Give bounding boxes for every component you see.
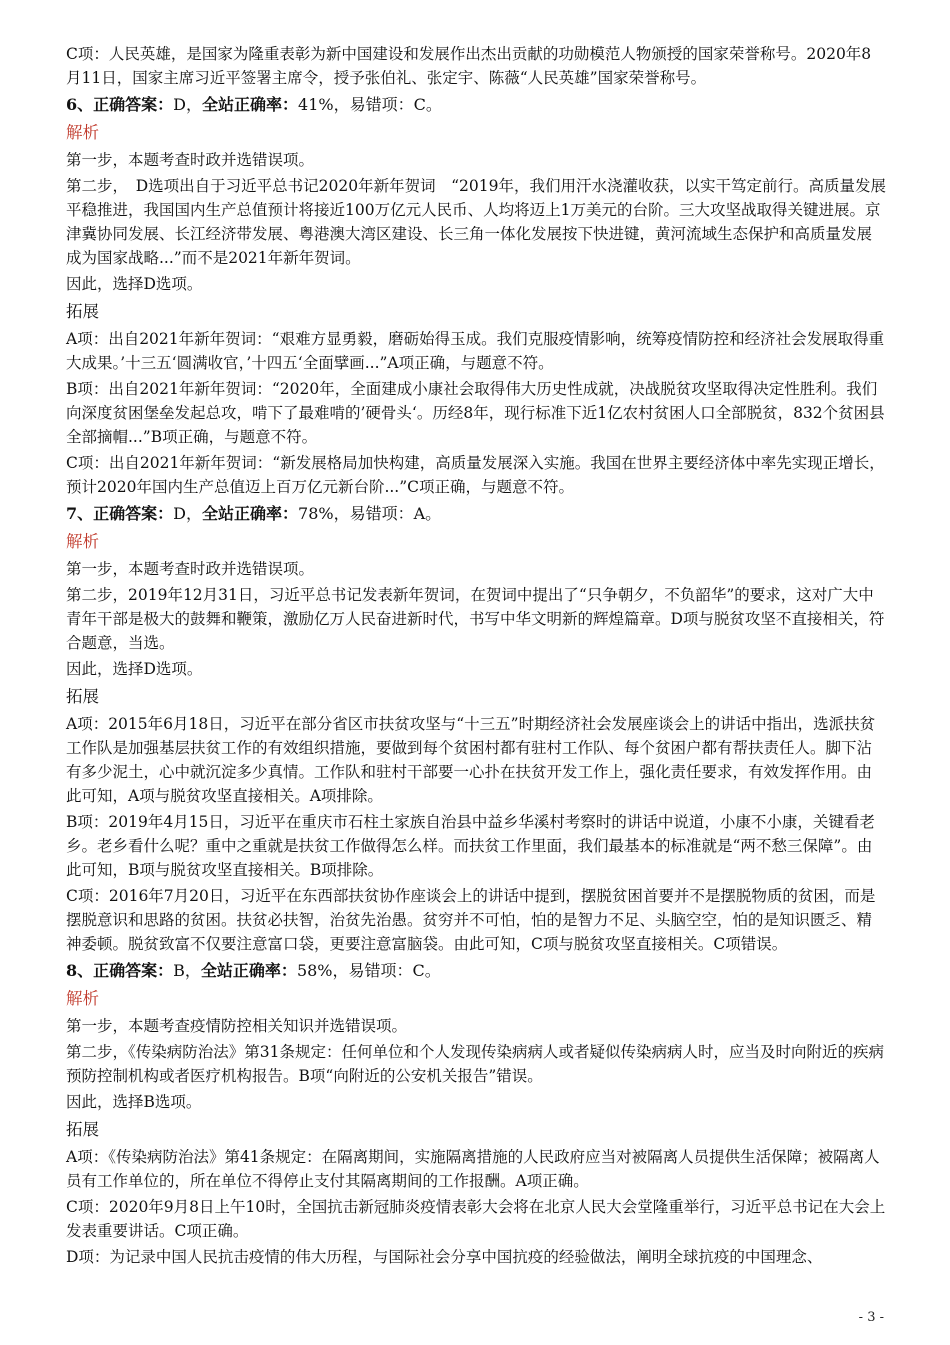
- analysis-heading: 解析: [66, 989, 99, 1008]
- extension-heading: 拓展: [66, 1120, 99, 1139]
- paragraph: D项：为记录中国人民抗击疫情的伟大历程，与国际社会分享中国抗疫的经验做法，阐明全球抗疫的中国理念、: [66, 1248, 823, 1266]
- question-number: 6、: [66, 95, 94, 114]
- paragraph: 第二步， D选项出自于习近平总书记2020年新年贺词 “2019年，我们用汗水浇灌收获，以实干笃定前行。高质量发展平稳推进，我国国内生产总值预计将接近100万亿元人民币、人均将迈上1万美元的台阶。三大攻坚战取得关键进展。京津冀协同发展、长江经济带发展、粤港澳大湾区建设、长三角一体化发展按下快进键，黄河流域生态保护和高质量发展成为国家战略...”而不是2021年新年贺词。: [66, 177, 886, 267]
- accuracy-label: 全站正确率：: [202, 504, 299, 523]
- paragraph: 因此，选择D选项。: [66, 660, 203, 678]
- paragraph: 第一步，本题考查时政并选错误项。: [66, 560, 315, 578]
- paragraph: A项：出自2021年新年贺词：“艰难方显勇毅，磨砺始得玉成。我们克服疫情影响，统筹疫情防控和经济社会发展取得重大成果。’十三五‘圆满收官，’十四五‘全面擘画...”A项正确，与题意不符。: [66, 330, 885, 372]
- document-body: [66, 40, 886, 1269]
- answer-line: [66, 93, 886, 117]
- paragraph: 因此，选择D选项。: [66, 275, 203, 293]
- paragraph: 第二步，《传染病防治法》第31条规定：任何单位和个人发现传染病病人或者疑似传染病病人时，应当及时向附近的疾病预防控制机构或者医疗机构报告。B项“向附近的公安机关报告”错误。: [66, 1043, 884, 1085]
- page-number: - 3 -: [858, 1310, 884, 1325]
- answer-label: 正确答案：: [93, 961, 174, 980]
- accuracy-label: 全站正确率：: [202, 95, 299, 114]
- answer-value: D，: [173, 95, 202, 114]
- analysis-heading: 解析: [66, 532, 99, 551]
- question-number: 8、: [66, 961, 94, 980]
- paragraph: C项：2020年9月8日上午10时，全国抗击新冠肺炎疫情表彰大会将在北京人民大会堂隆重举行，习近平总书记在大会上发表重要讲话。C项正确。: [66, 1198, 886, 1240]
- paragraph: 第二步，2019年12月31日，习近平总书记发表新年贺词，在贺词中提出了“只争朝夕，不负韶华”的要求，这对广大中青年干部是极大的鼓舞和鞭策，激励亿万人民奋进新时代，书写中华文明新的辉煌篇章。D项与脱贫攻坚不直接相关，符合题意，当选。: [66, 586, 885, 652]
- accuracy-value: 41%，易错项：C。: [298, 95, 442, 114]
- answer-value: B，: [173, 961, 201, 980]
- paragraph: 因此，选择B选项。: [66, 1093, 202, 1111]
- paragraph: B项：2019年4月15日，习近平在重庆市石柱土家族自治县中益乡华溪村考察时的讲话中说道，小康不小康，关键看老乡。老乡看什么呢？重中之重就是扶贫工作做得怎么样。而扶贫工作里面，我们最基本的标准就是“两不愁三保障”。由此可知，B项与脱贫攻坚直接相关。B项排除。: [66, 813, 875, 879]
- accuracy-value: 78%，易错项：A。: [298, 504, 442, 523]
- paragraph: C项：2016年7月20日，习近平在东西部扶贫协作座谈会上的讲话中提到，摆脱贫困首要并不是摆脱物质的贫困，而是摆脱意识和思路的贫困。扶贫必扶智，治贫先治愚。贫穷并不可怕，怕的是智力不足、头脑空空，怕的是知识匮乏、精神委顿。脱贫致富不仅要注意富口袋，更要注意富脑袋。由此可知，C项与脱贫攻坚直接相关。C项错误。: [66, 887, 876, 953]
- accuracy-label: 全站正确率：: [200, 961, 297, 980]
- paragraph: A项：2015年6月18日，习近平在部分省区市扶贫攻坚与“十三五”时期经济社会发展座谈会上的讲话中指出，选派扶贫工作队是加强基层扶贫工作的有效组织措施，要做到每个贫困村都有驻村工作队、每个贫困户都有帮扶责任人。脚下沾有多少泥土，心中就沉淀多少真情。工作队和驻村干部要一心扑在扶贫开发工作上，强化责任要求，有效发挥作用。由此可知，A项与脱贫攻坚直接相关。A项排除。: [66, 715, 876, 805]
- answer-line: [66, 959, 886, 983]
- paragraph: C项：人民英雄，是国家为隆重表彰为新中国建设和发展作出杰出贡献的功勋模范人物颁授的国家荣誉称号。2020年8月11日，国家主席习近平签署主席令，授予张伯礼、张定宇、陈薇“人民英雄”国家荣誉称号。: [66, 45, 872, 87]
- extension-heading: 拓展: [66, 302, 99, 321]
- paragraph: 第一步，本题考查疫情防控相关知识并选错误项。: [66, 1017, 408, 1035]
- answer-label: 正确答案：: [93, 95, 174, 114]
- paragraph: A项：《传染病防治法》第41条规定：在隔离期间，实施隔离措施的人民政府应当对被隔离人员提供生活保障；被隔离人员有工作单位的，所在单位不得停止支付其隔离期间的工作报酬。A项正确。: [66, 1148, 880, 1190]
- analysis-heading: 解析: [66, 123, 99, 142]
- question-number: 7、: [66, 504, 94, 523]
- answer-line: [66, 502, 886, 526]
- paragraph: 第一步，本题考查时政并选错误项。: [66, 151, 315, 169]
- paragraph: C项：出自2021年新年贺词：“新发展格局加快构建，高质量发展深入实施。我国在世界主要经济体中率先实现正增长，预计2020年国内生产总值迈上百万亿元新台阶...”C项正确，与题意不符。: [66, 454, 885, 496]
- accuracy-value: 58%，易错项：C。: [296, 961, 441, 980]
- answer-value: D，: [173, 504, 202, 523]
- paragraph: B项：出自2021年新年贺词：“2020年，全面建成小康社会取得伟大历史性成就，决战脱贫攻坚取得决定性胜利。我们向深度贫困堡垒发起总攻，啃下了最难啃的’硬骨头‘。历经8年，现行标准下近1亿农村贫困人口全部脱贫，832个贫困县全部摘帽...”B项正确，与题意不符。: [66, 380, 885, 446]
- answer-label: 正确答案：: [93, 504, 174, 523]
- extension-heading: 拓展: [66, 687, 99, 706]
